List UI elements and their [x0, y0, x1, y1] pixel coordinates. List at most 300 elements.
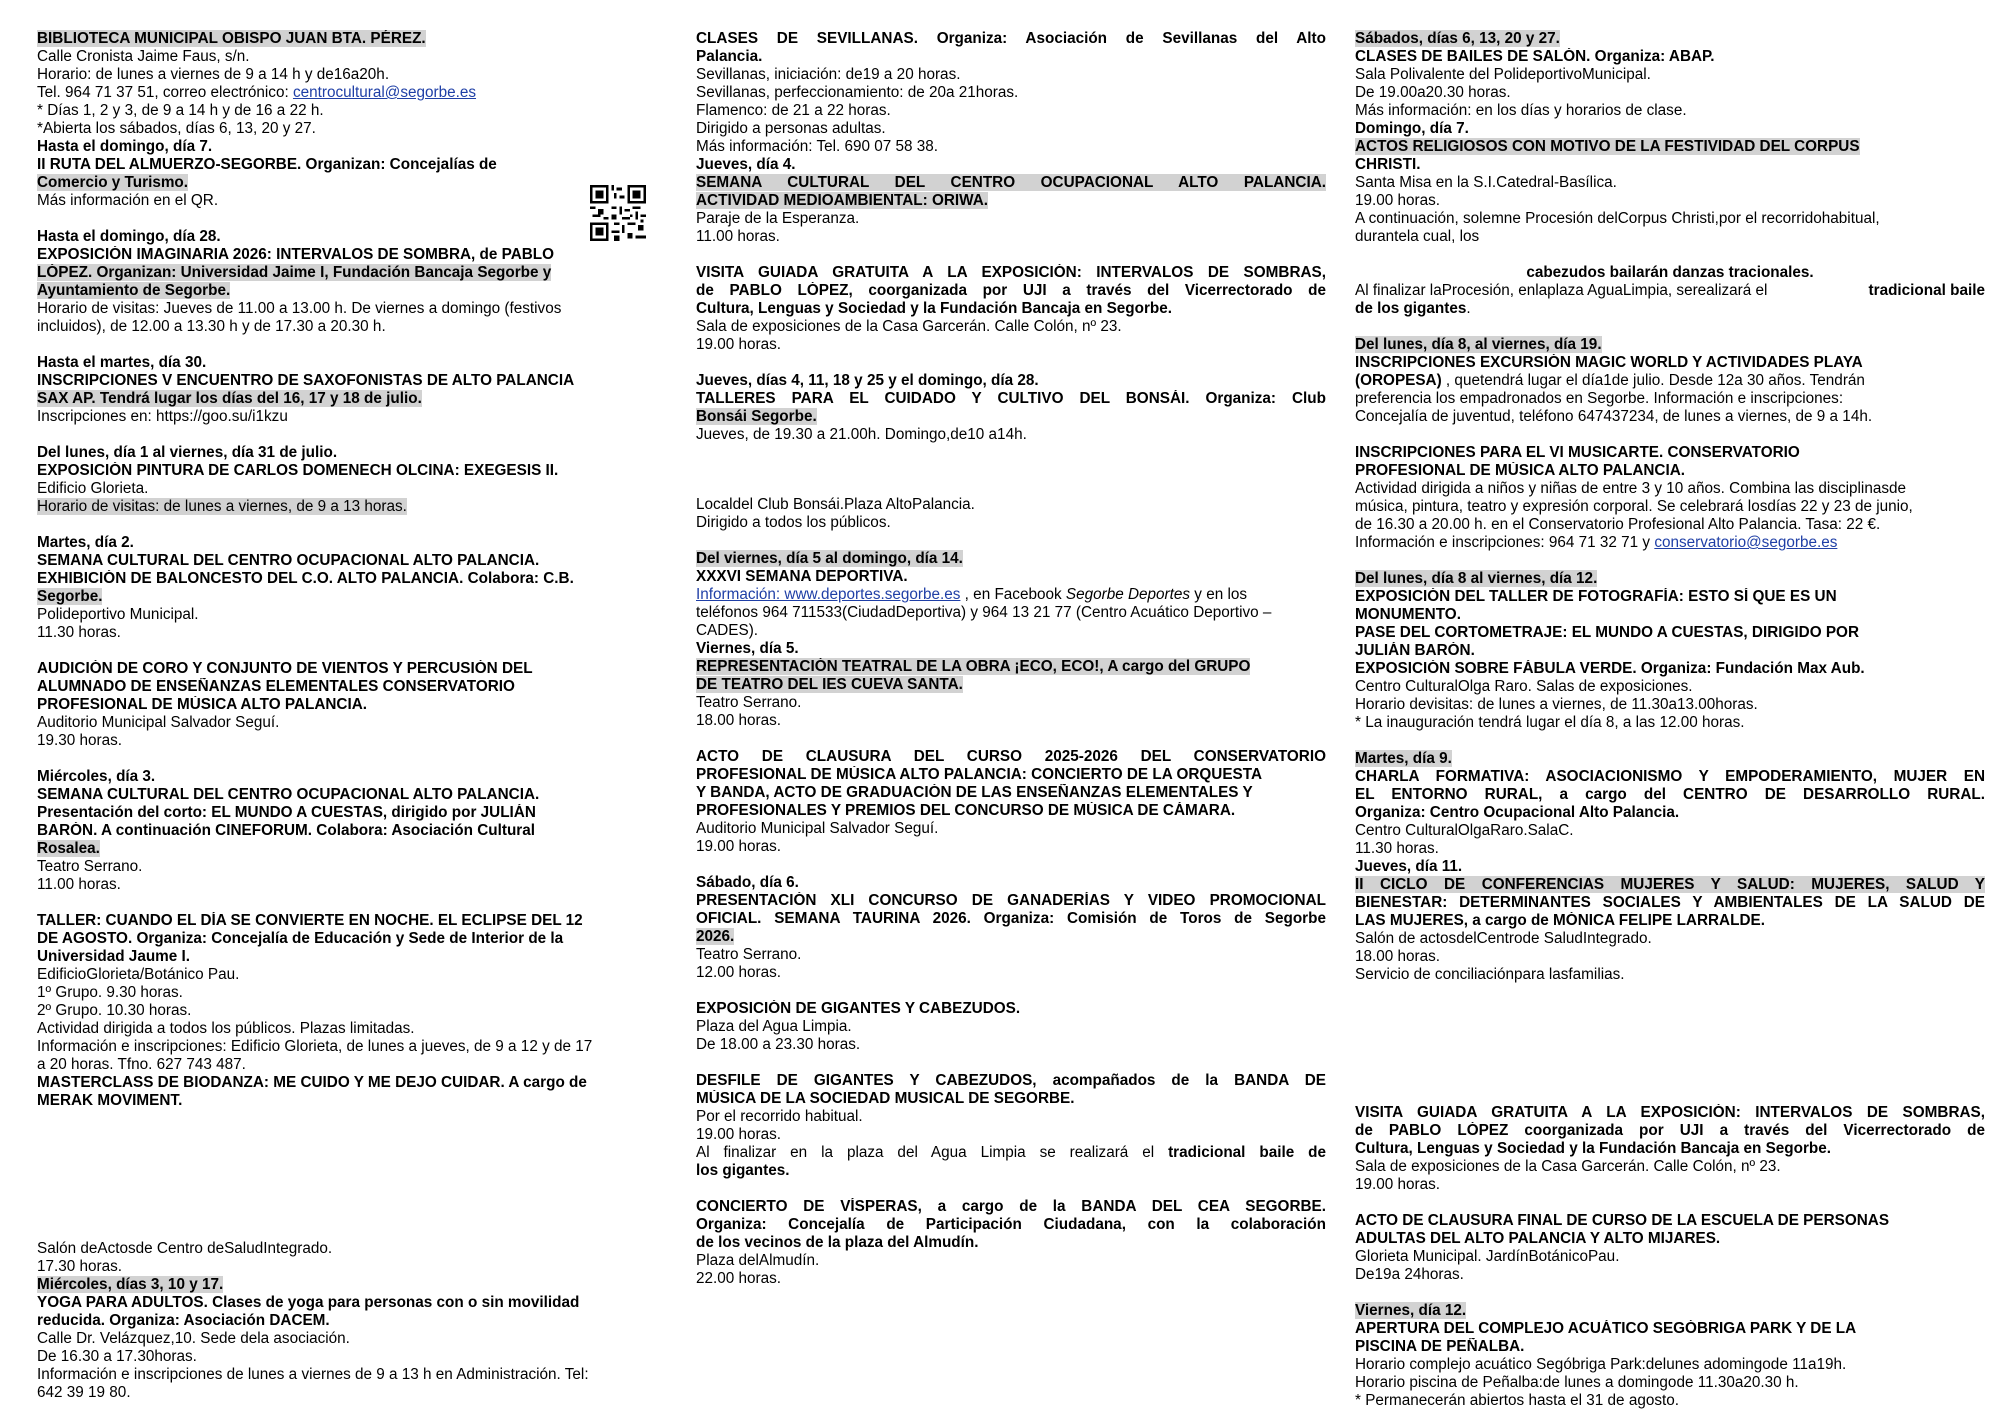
text-span: de PABLO LÓPEZ, coorganizada por UJI a través del Vicerrectorado de: [696, 282, 1326, 299]
email-link[interactable]: conservatorio@segorbe.es: [1654, 534, 1838, 551]
text-line: [37, 390, 653, 408]
text-span: Segorbe.: [37, 588, 103, 605]
text-line: [37, 462, 653, 480]
text-span: Martes, día 2.: [37, 534, 134, 551]
text-span: 19.00 horas.: [696, 838, 782, 855]
text-span: Sala Polivalente del PolideportivoMunicipal.: [1355, 66, 1651, 83]
text-span: DESFILE DE GIGANTES Y CABEZUDOS, acompañados de la BANDA DE: [696, 1072, 1326, 1089]
text-line: [696, 1162, 1326, 1180]
text-span: SAX AP. Tendrá lugar los días del 16, 17 y 18 de julio.: [37, 390, 422, 407]
text-span: Servicio de conciliaciónpara lasfamilias.: [1355, 966, 1625, 983]
text-span: II CICLO DE CONFERENCIAS MUJERES Y SALUD: MUJERES, SALUD Y: [1355, 876, 1985, 893]
text-span: Teatro Serrano.: [37, 858, 143, 875]
text-line: [696, 928, 1326, 946]
text-line: [37, 1240, 653, 1258]
text-line: [696, 694, 1326, 712]
text-span: REPRESENTACIÓN TEATRAL DE LA OBRA ¡ECO, ECO!, A cargo del GRUPO: [696, 658, 1251, 675]
text-line: [696, 748, 1326, 766]
text-line: [37, 48, 653, 66]
blank-line: [696, 532, 1326, 550]
text-span: VISITA GUIADA GRATUITA A LA EXPOSICIÓN: INTERVALOS DE SOMBRAS,: [696, 264, 1326, 281]
text-line: [1355, 336, 1985, 354]
text-span: PRESENTACIÓN XLI CONCURSO DE GANADERÍAS Y VIDEO PROMOCIONAL: [696, 892, 1326, 909]
column-3: [1355, 30, 1985, 1410]
text-line: [1355, 660, 1985, 678]
text-span: Del lunes, día 8 al viernes, día 12.: [1355, 570, 1598, 587]
blank-line: [37, 642, 653, 660]
text-span: SEMANA CULTURAL DEL CENTRO OCUPACIONAL ALTO PALANCIA.: [37, 552, 540, 569]
text-span: 19.00 horas.: [1355, 192, 1441, 209]
text-span: 2º Grupo. 10.30 horas.: [37, 1002, 192, 1019]
text-line: [37, 822, 653, 840]
text-line: [37, 282, 653, 300]
text-span: Horario piscina de Peñalba:de lunes a domingode 11.30a20.30 h.: [1355, 1374, 1799, 1391]
text-line: [37, 1348, 653, 1366]
blank-line: [696, 354, 1326, 372]
text-line: [696, 712, 1326, 730]
text-line: [37, 696, 653, 714]
text-line: [1355, 300, 1985, 318]
text-span: .: [1466, 300, 1471, 317]
text-line: [37, 912, 653, 930]
text-line: [37, 30, 653, 48]
text-line: [1355, 102, 1985, 120]
text-span: De 18.00 a 23.30 horas.: [696, 1036, 861, 1053]
text-line: [1355, 66, 1985, 84]
text-line: [696, 496, 1326, 514]
blank-line: [1355, 732, 1985, 750]
text-line: [696, 946, 1326, 964]
text-line: [1355, 588, 1985, 606]
text-span: 17.30 horas.: [37, 1258, 123, 1275]
text-line: [696, 1108, 1326, 1126]
text-span: Martes, día 9.: [1355, 750, 1452, 767]
text-span: Edificio Glorieta.: [37, 480, 149, 497]
text-span: ALUMNADO DE ENSEÑANZAS ELEMENTALES CONSERVATORIO: [37, 678, 515, 695]
text-span: Información e inscripciones de lunes a viernes de 9 a 13 h en Administración. Tel:: [37, 1366, 589, 1383]
blank-line: [696, 856, 1326, 874]
text-span: Organiza: Concejalía de Participación Ciudadana, con la colaboración: [696, 1216, 1326, 1233]
qr-code-icon[interactable]: [590, 185, 646, 241]
text-span: y en los: [1190, 586, 1248, 603]
text-line: [696, 282, 1326, 300]
text-line: [37, 120, 653, 138]
text-span: Miércoles, días 3, 10 y 17.: [37, 1276, 224, 1293]
text-span: MÚSICA DE LA SOCIEDAD MUSICAL DE SEGORBE.: [696, 1090, 1075, 1107]
text-span: *Abierta los sábados, días 6, 13, 20 y 27.: [37, 120, 316, 137]
text-line: [1355, 570, 1985, 588]
text-span: Rosalea.: [37, 840, 100, 857]
text-span: 19.00 horas.: [696, 336, 782, 353]
text-line: [1355, 894, 1985, 912]
text-span: PROFESIONAL DE MÚSICA ALTO PALANCIA: CONCIERTO DE LA ORQUESTA: [696, 766, 1262, 783]
text-line: [37, 714, 653, 732]
text-span: Más información: Tel. 690 07 58 38.: [696, 138, 939, 155]
text-line: [1355, 606, 1985, 624]
text-span: Centro CulturalOlgaRaro.SalaC.: [1355, 822, 1574, 839]
text-span: BIENESTAR: DETERMINANTES SOCIALES Y AMBIENTALES DE LA SALUD DE: [1355, 894, 1985, 911]
text-line: [37, 408, 653, 426]
text-span: Sala de exposiciones de la Casa Garcerán. Calle Colón, nº 23.: [696, 318, 1122, 335]
text-span: Actividad dirigida a todos los públicos. Plazas limitadas.: [37, 1020, 415, 1037]
text-line: [696, 1216, 1326, 1234]
text-span: PISCINA DE PEÑALBA.: [1355, 1338, 1525, 1355]
text-line: [37, 624, 653, 642]
text-span: EXPOSICIÓN DE GIGANTES Y CABEZUDOS.: [696, 1000, 1021, 1017]
text-line: [37, 570, 653, 588]
text-line: [1355, 1302, 1985, 1320]
text-line: [1355, 786, 1985, 804]
text-span: Calle Dr. Velázquez,10. Sede dela asociación.: [37, 1330, 350, 1347]
text-line: [696, 766, 1326, 784]
text-line: [696, 784, 1326, 802]
text-span: Centro CulturalOlga Raro. Salas de exposiciones.: [1355, 678, 1693, 695]
blank-line: [1355, 246, 1985, 264]
text-line: [37, 246, 653, 264]
text-span: Por el recorrido habitual.: [696, 1108, 863, 1125]
text-span: Información e inscripciones: 964 71 32 71 y: [1355, 534, 1655, 551]
text-line: [1355, 1212, 1985, 1230]
text-line: [1355, 750, 1985, 768]
text-line: [37, 192, 653, 210]
text-line: [696, 1270, 1326, 1288]
text-span: incluidos), de 12.00 a 13.30 h y de 17.30 a 20.30 h.: [37, 318, 386, 335]
text-span: ACTIVIDAD MEDIOAMBIENTAL: ORIWA.: [696, 192, 989, 209]
text-line: [1355, 534, 1985, 552]
text-line: [37, 102, 653, 120]
text-span: INSCRIPCIONES EXCURSIÓN MAGIC WORLD Y ACTIVIDADES PLAYA: [1355, 354, 1863, 371]
text-span: II RUTA DEL ALMUERZO-SEGORBE. Organizan: Concejalías de: [37, 156, 497, 173]
text-line: [37, 1258, 653, 1276]
text-line: [37, 1384, 653, 1402]
text-line: [696, 568, 1326, 586]
text-span: TALLER: CUANDO EL DÍA SE CONVIERTE EN NOCHE. EL ECLIPSE DEL 12: [37, 912, 583, 929]
text-line: [1355, 138, 1985, 156]
text-span: Al finalizar en la plaza del Agua Limpia se realizará el: [696, 1144, 1169, 1161]
text-span: Viernes, día 12.: [1355, 1302, 1467, 1319]
text-span: Concejalía de juventud, teléfono 647437234, de lunes a viernes, de 9 a 14h.: [1355, 408, 1873, 425]
text-line: [1355, 912, 1985, 930]
text-line: [696, 1018, 1326, 1036]
italic-text: Segorbe Deportes: [1065, 586, 1191, 603]
text-span: XXXVI SEMANA DEPORTIVA.: [696, 568, 908, 585]
text-line: [696, 964, 1326, 982]
text-span: Plaza delAlmudín.: [696, 1252, 820, 1269]
text-line: [1355, 768, 1985, 786]
text-span: los gigantes.: [696, 1162, 790, 1179]
text-span: MERAK MOVIMENT.: [37, 1092, 183, 1109]
text-line: [37, 858, 653, 876]
text-line: [696, 802, 1326, 820]
text-line: [1355, 1266, 1985, 1284]
blank-line: [1355, 552, 1985, 570]
text-line: [1355, 462, 1985, 480]
text-line: [1355, 1104, 1985, 1122]
text-line: [1355, 192, 1985, 210]
text-span: 11.00 horas.: [37, 876, 121, 893]
text-span: EXPOSICIÓN SOBRE FÁBULA VERDE. Organiza: Fundación Max Aub.: [1355, 660, 1865, 677]
text-span: Sevillanas, perfeccionamiento: de 20a 21horas.: [696, 84, 1019, 101]
text-line: [37, 984, 653, 1002]
text-span: PASE DEL CORTOMETRAJE: EL MUNDO A CUESTAS, DIRIGIDO POR: [1355, 624, 1859, 641]
text-span: Palancia.: [696, 48, 763, 65]
text-line: [1355, 1230, 1985, 1248]
text-line: [696, 1072, 1326, 1090]
text-span: DE AGOSTO. Organiza: Concejalía de Educación y Sede de Interior de la: [37, 930, 564, 947]
text-line: [1355, 408, 1985, 426]
text-line: [1355, 1320, 1985, 1338]
text-span: de 16.30 a 20.00 h. en el Conservatorio Profesional Alto Palancia. Tasa: 22 €.: [1355, 516, 1881, 533]
text-span: preferencia los empadronados en Segorbe. Información e inscripciones:: [1355, 390, 1844, 407]
text-line: [37, 786, 653, 804]
text-line: [37, 1312, 653, 1330]
blank-line: [37, 210, 653, 228]
text-line: [1355, 1338, 1985, 1356]
text-span: ACTO DE CLAUSURA DEL CURSO 2025-2026 DEL CONSERVATORIO: [696, 748, 1326, 765]
text-span: 22.00 horas.: [696, 1270, 782, 1287]
text-span: Paraje de la Esperanza.: [696, 210, 860, 227]
text-line: [1355, 498, 1985, 516]
text-span: CLASES DE BAILES DE SALÓN. Organiza: ABAP.: [1355, 48, 1715, 65]
blank-line: [696, 1054, 1326, 1072]
text-span: Más información en el QR.: [37, 192, 219, 209]
text-span: 18.00 horas.: [696, 712, 782, 729]
text-span: CADES).: [696, 622, 759, 639]
text-span: BIBLIOTECA MUNICIPAL OBISPO JUAN BTA. PÉREZ.: [37, 30, 426, 47]
text-line: [37, 1074, 653, 1092]
blank-line: [1355, 1284, 1985, 1302]
text-line: [37, 138, 653, 156]
text-line: [696, 318, 1326, 336]
spacer: [696, 444, 1326, 496]
blank-line: [696, 1180, 1326, 1198]
text-line: [1355, 966, 1985, 984]
text-line: [696, 1198, 1326, 1216]
text-line: [696, 838, 1326, 856]
text-span: * La inauguración tendrá lugar el día 8, a las 12.00 horas.: [1355, 714, 1745, 731]
text-span: , en Facebook: [960, 586, 1066, 603]
text-span: Cultura, Lenguas y Sociedad y la Fundación Bancaja en Segorbe.: [1355, 1140, 1832, 1157]
text-line: [696, 138, 1326, 156]
text-span: Teatro Serrano.: [696, 694, 802, 711]
text-span: Localdel Club Bonsái.Plaza AltoPalancia.: [696, 496, 975, 513]
text-span: LAS MUJERES, a cargo de MÓNICA FELIPE LARRALDE.: [1355, 912, 1765, 929]
text-line: [37, 318, 653, 336]
text-line: [37, 876, 653, 894]
text-line: [696, 514, 1326, 532]
text-span: EdificioGlorieta/Botánico Pau.: [37, 966, 240, 983]
text-line: [1355, 930, 1985, 948]
text-span: Horario: de lunes a viernes de 9 a 14 h y de16a20h.: [37, 66, 390, 83]
text-span: Y BANDA, ACTO DE GRADUACIÓN DE LAS ENSEÑANZAS ELEMENTALES Y: [696, 784, 1253, 801]
text-line: [37, 606, 653, 624]
text-line: [37, 768, 653, 786]
text-span: Cultura, Lenguas y Sociedad y la Fundación Bancaja en Segorbe.: [696, 300, 1173, 317]
text-line: [37, 534, 653, 552]
text-line: [37, 444, 653, 462]
text-line: [696, 550, 1326, 568]
text-line: [1355, 1392, 1985, 1410]
text-span: Tel. 964 71 37 51, correo electrónico:: [37, 84, 293, 101]
text-span: Hasta el martes, día 30.: [37, 354, 207, 371]
text-span: PROFESIONAL DE MÚSICA ALTO PALANCIA.: [1355, 462, 1686, 479]
text-line: [1355, 1356, 1985, 1374]
text-line: [1355, 714, 1985, 732]
text-span: Calle Cronista Jaime Faus, s/n.: [37, 48, 250, 65]
text-line: [696, 1000, 1326, 1018]
text-span: APERTURA DEL COMPLEJO ACUÁTICO SEGÓBRIGA PARK Y DE LA: [1355, 1320, 1857, 1337]
text-span: Actividad dirigida a niños y niñas de entre 3 y 10 años. Combina las disciplinasde: [1355, 480, 1907, 497]
text-span: Información e inscripciones: Edificio Glorieta, de lunes a jueves, de 9 a 12 y de 17: [37, 1038, 593, 1055]
spacer: [1355, 984, 1985, 1104]
text-span: Organiza: Centro Ocupacional Alto Palancia.: [1355, 804, 1680, 821]
column-2: [696, 30, 1326, 1288]
text-span: MASTERCLASS DE BIODANZA: ME CUIDO Y ME DEJO CUIDAR. A cargo de: [37, 1074, 587, 1091]
text-span: durantela cual, los: [1355, 228, 1480, 245]
text-span: Dirigido a todos los públicos.: [696, 514, 891, 531]
text-line: [696, 676, 1326, 694]
text-span: Viernes, día 5.: [696, 640, 799, 657]
text-line: [696, 48, 1326, 66]
text-line: [37, 840, 653, 858]
text-span: De 19.00a20.30 horas.: [1355, 84, 1511, 101]
text-line: [1355, 390, 1985, 408]
text-line: [37, 588, 653, 606]
text-span: Del lunes, día 8, al viernes, día 19.: [1355, 336, 1602, 353]
text-line: [1355, 696, 1985, 714]
text-span: a 20 horas. Tfno. 627 743 487.: [37, 1056, 246, 1073]
text-line: [1355, 30, 1985, 48]
text-line: [696, 1144, 1326, 1162]
blank-line: [696, 730, 1326, 748]
text-span: INSCRIPCIONES V ENCUENTRO DE SAXOFONISTAS DE ALTO PALANCIA: [37, 372, 575, 389]
text-line: [1355, 804, 1985, 822]
text-line: [37, 66, 653, 84]
text-span: A continuación, solemne Procesión delCorpus Christi,por el recorridohabitual,: [1355, 210, 1880, 227]
text-span: Al finalizar laProcesión, enlaplaza AguaLimpia, serealizará el: [1355, 282, 1768, 299]
text-line: [696, 1036, 1326, 1054]
text-span: YOGA PARA ADULTOS. Clases de yoga para personas con o sin movilidad: [37, 1294, 580, 1311]
blank-line: [696, 982, 1326, 1000]
text-span: Salón deActosde Centro deSaludIntegrado.: [37, 1240, 333, 1257]
text-line: [1355, 624, 1985, 642]
blank-line: [37, 750, 653, 768]
text-line: [696, 892, 1326, 910]
column-1: [37, 30, 653, 1402]
text-span: LÓPEZ. Organizan: Universidad Jaime I, Fundación Bancaja Segorbe y: [37, 264, 552, 281]
text-span: EXPOSICIÓN PINTURA DE CARLOS DOMENECH OLCINA: EXEGESIS II.: [37, 462, 559, 479]
text-line: [37, 678, 653, 696]
text-line: [1355, 876, 1985, 894]
text-span: CONCIERTO DE VÍSPERAS, a cargo de la BANDA DEL CEA SEGORBE.: [696, 1198, 1326, 1215]
text-line: [37, 1002, 653, 1020]
text-span: * Días 1, 2 y 3, de 9 a 14 h y de 16 a 22 h.: [37, 102, 324, 119]
text-span: Auditorio Municipal Salvador Seguí.: [696, 820, 939, 837]
text-line: [696, 156, 1326, 174]
text-line: [696, 408, 1326, 426]
text-span: JULIÁN BARÓN.: [1355, 642, 1475, 659]
text-span: * Permanecerán abiertos hasta el 31 de agosto.: [1355, 1392, 1679, 1409]
text-span: teléfonos 964 711533(CiudadDeportiva) y 964 13 21 77 (Centro Acuático Deportivo –: [696, 604, 1272, 621]
text-line: [1355, 516, 1985, 534]
text-line: [696, 210, 1326, 228]
email-link[interactable]: centrocultural@segorbe.es: [292, 84, 477, 101]
text-span: BARÓN. A continuación CINEFORUM. Colabora: Asociación Cultural: [37, 822, 536, 839]
text-span: EXPOSICIÓN IMAGINARIA 2026: INTERVALOS DE SOMBRA, de PABLO: [37, 246, 555, 263]
text-line: [696, 586, 1326, 604]
text-line: [37, 498, 653, 516]
text-span: reducida. Organiza: Asociación DACEM.: [37, 1312, 330, 1329]
text-span: 19.00 horas.: [696, 1126, 782, 1143]
blank-line: [37, 426, 653, 444]
text-span: PROFESIONAL DE MÚSICA ALTO PALANCIA.: [37, 696, 368, 713]
text-line: [37, 1056, 653, 1074]
text-line: [1355, 174, 1985, 192]
text-line: [1355, 1374, 1985, 1392]
text-span: Sábado, día 6.: [696, 874, 799, 891]
text-line: [696, 372, 1326, 390]
text-line: [696, 390, 1326, 408]
text-line: [696, 66, 1326, 84]
text-span: 12.00 horas.: [696, 964, 782, 981]
text-span: Horario complejo acuático Segóbriga Park:delunes adomingode 11a19h.: [1355, 1356, 1847, 1373]
text-line: [37, 354, 653, 372]
text-span: Horario devisitas: de lunes a viernes, de 11.30a13.00horas.: [1355, 696, 1758, 713]
text-span: CHRISTI.: [1355, 156, 1421, 173]
text-span: Jueves, día 11.: [1355, 858, 1463, 875]
text-line: [37, 1092, 653, 1110]
text-line: [1355, 840, 1985, 858]
bold-text: tradicional baile de: [1168, 1144, 1326, 1161]
text-span: TALLERES PARA EL CUIDADO Y CULTIVO DEL BONSÁI. Organiza: Club: [696, 390, 1326, 407]
text-line: [37, 930, 653, 948]
text-line: [37, 1020, 653, 1038]
text-line: [1355, 822, 1985, 840]
text-line: [1355, 480, 1985, 498]
text-span: Hasta el domingo, día 7.: [37, 138, 213, 155]
text-line: [37, 84, 653, 102]
text-line: [696, 84, 1326, 102]
text-span: Presentación del corto: EL MUNDO A CUESTAS, dirigido por JULIÁN: [37, 804, 536, 821]
blank-line: [1355, 1194, 1985, 1212]
text-span: De 16.30 a 17.30horas.: [37, 1348, 197, 1365]
text-span: 1º Grupo. 9.30 horas.: [37, 984, 183, 1001]
text-line: [696, 30, 1326, 48]
text-span: CHARLA FORMATIVA: ASOCIACIONISMO Y EMPODERAMIENTO, MUJER EN: [1355, 768, 1985, 785]
text-span: 11.00 horas.: [696, 228, 780, 245]
blank-line: [37, 894, 653, 912]
text-span: 18.00 horas.: [1355, 948, 1441, 965]
text-line: [696, 120, 1326, 138]
text-line: [37, 1366, 653, 1384]
text-line: [37, 228, 653, 246]
text-span: EL ENTORNO RURAL, a cargo del CENTRO DE DESARROLLO RURAL.: [1355, 786, 1985, 803]
text-span: Dirigido a personas adultas.: [696, 120, 886, 137]
text-line: [696, 228, 1326, 246]
text-span: Universidad Jaume I.: [37, 948, 191, 965]
text-line: [37, 174, 653, 192]
text-span: Ayuntamiento de Segorbe.: [37, 282, 231, 299]
text-span: 19.00 horas.: [1355, 1176, 1441, 1193]
text-span: Más información: en los días y horarios de clase.: [1355, 102, 1687, 119]
blank-line: [1355, 318, 1985, 336]
text-span: Sevillanas, iniciación: de19 a 20 horas.: [696, 66, 961, 83]
blank-line: [37, 336, 653, 354]
text-line: [696, 658, 1326, 676]
link[interactable]: Información: www.deportes.segorbe.es: [696, 586, 961, 603]
text-line: [696, 820, 1326, 838]
text-span: CLASES DE SEVILLANAS. Organiza: Asociación de Sevillanas del Alto: [696, 30, 1326, 47]
